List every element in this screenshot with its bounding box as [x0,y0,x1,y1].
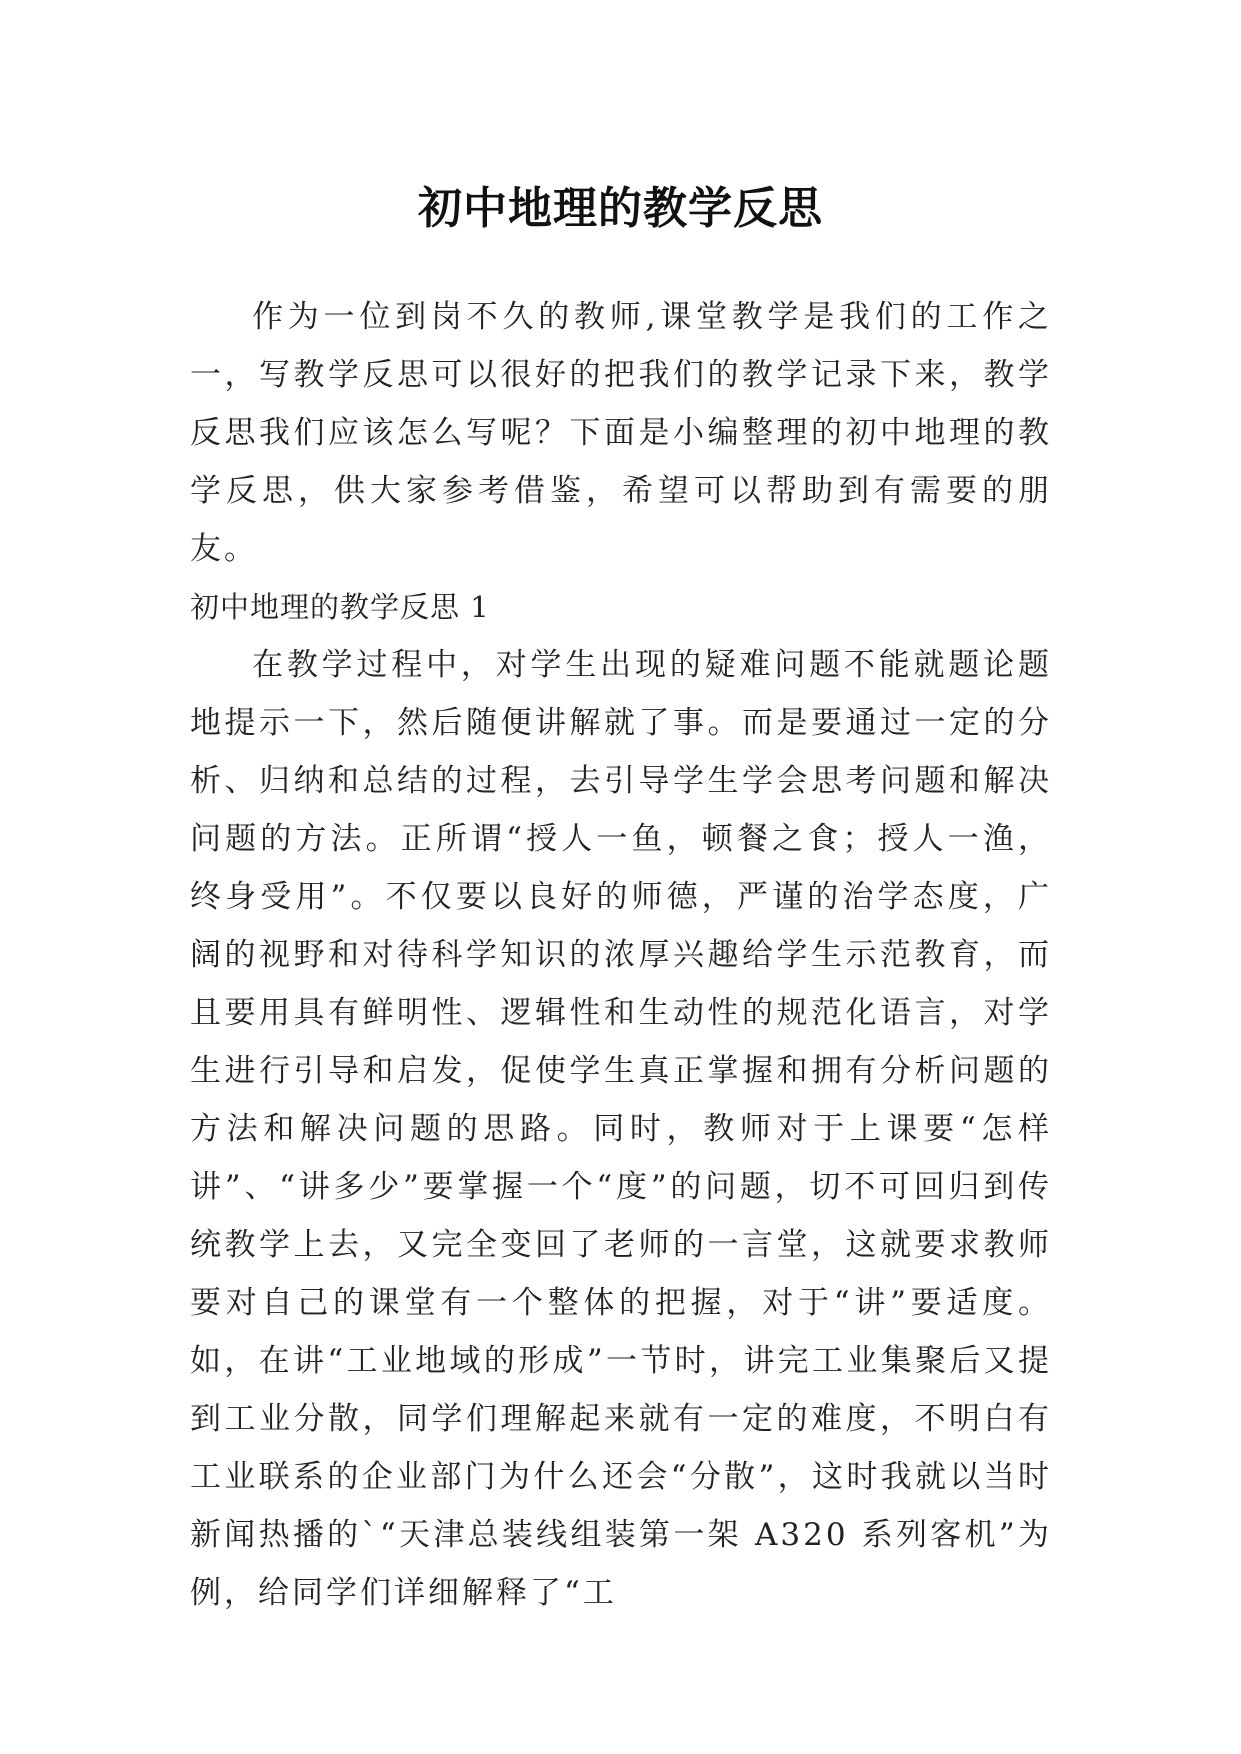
document-title: 初中地理的教学反思 [418,183,823,235]
section-paragraph: 在教学过程中，对学生出现的疑难问题不能就题论题地提示一下，然后随便讲解就了事。而是要通过一定的分析、归纳和总结的过程，去引导学生学会思考问题和解决问题的方法。正所谓“授人一鱼，顿餐之食；授人一渔，终身受用”。不仅要以良好的师德，严谨的治学态度，广阔的视野和对待科学知识的浓厚兴趣给学生示范教育，而且要用具有鲜明性、逻辑性和生动性的规范化语言，对学生进行引导和启发，促使学生真正掌握和拥有分析问题的方法和解决问题的思路。同时，教师对于上课要“怎样讲”、“讲多少”要掌握一个“度”的问题，切不可回归到传统教学上去，又完全变回了老师的一言堂，这就要求教师要对自己的课堂有一个整体的把握，对于“讲”要适度。如，在讲“工业地域的形成”一节时，讲完工业集聚后又提到工业分散，同学们理解起来就有一定的难度，不明白有工业联系的企业部门为什么还会“分散”，这时我就以当时新闻热播的`“天津总装线组装第一架 A320 系列客机”为例，给同学们详细解释了“工 [190,647,1052,1611]
section-heading: 初中地理的教学反思 1 [190,590,490,624]
intro-paragraph: 作为一位到岗不久的教师,课堂教学是我们的工作之一，写教学反思可以很好的把我们的教学记录下来，教学反思我们应该怎么写呢？下面是小编整理的初中地理的教学反思，供大家参考借鉴，希望可以帮助到有需要的朋友。 [190,299,1052,567]
